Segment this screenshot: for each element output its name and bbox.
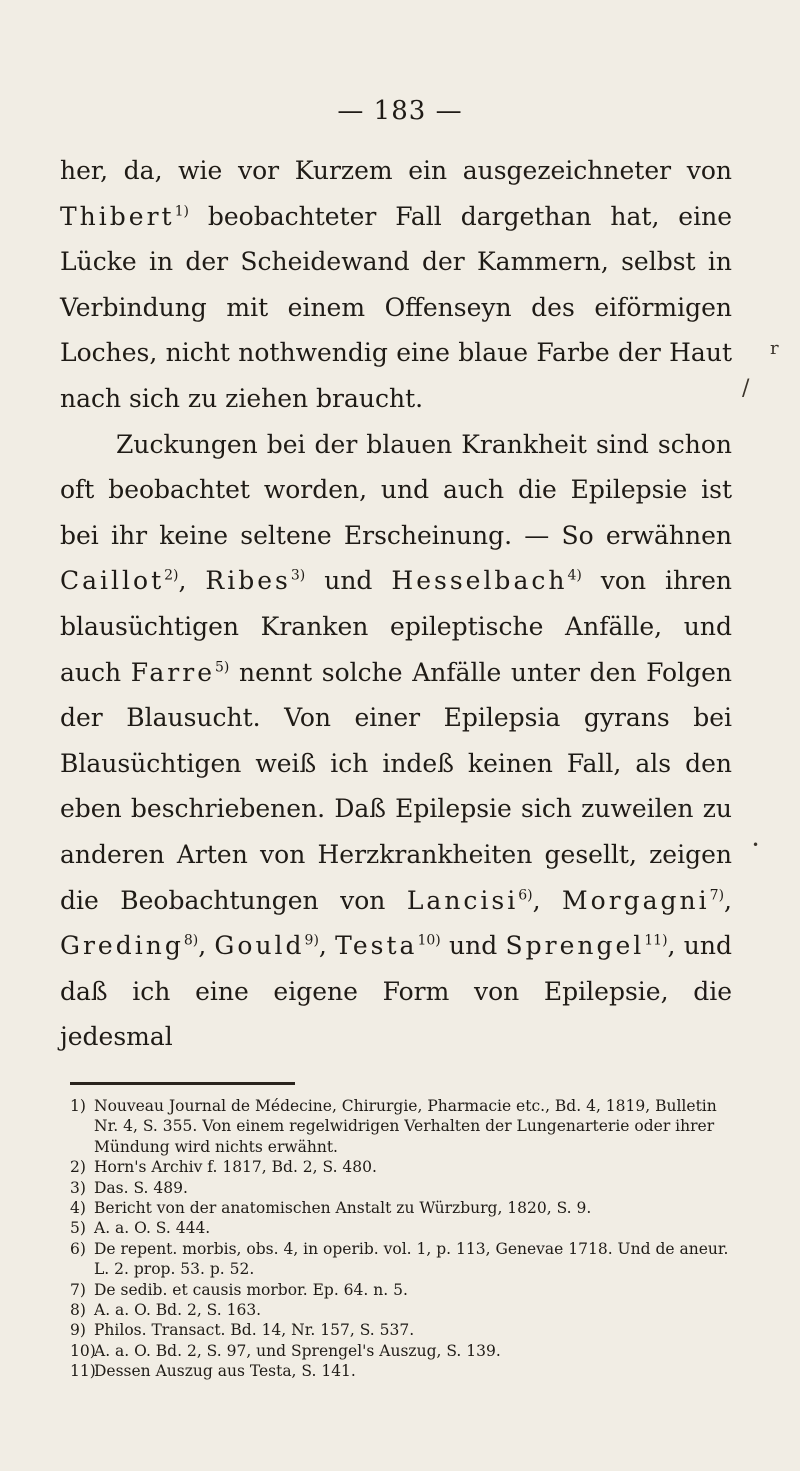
author-name: Testa bbox=[335, 931, 418, 961]
page-number: — 183 — bbox=[337, 96, 463, 126]
footnotes bbox=[70, 1096, 730, 1382]
footnote-number: 3) bbox=[70, 1178, 86, 1197]
author-name: Lancisi bbox=[406, 885, 519, 915]
footnote-number: 5) bbox=[70, 1219, 86, 1238]
footnote-reference: 8) bbox=[183, 932, 199, 949]
text-run: , bbox=[178, 566, 206, 596]
footnote-text: A. a. O. Bd. 2, S. 163. bbox=[94, 1301, 262, 1320]
author-name: Sprengel bbox=[505, 931, 645, 961]
footnote-text: Philos. Transact. Bd. 14, Nr. 157, S. 537. bbox=[94, 1321, 415, 1340]
footnote-reference: 1) bbox=[174, 203, 189, 220]
footnote bbox=[70, 1239, 730, 1280]
text-run: her, da, wie vor Kurzem ein ausgezeichneter von bbox=[60, 156, 732, 185]
footnote bbox=[70, 1361, 730, 1381]
footnote-text: De sedib. et causis morbor. Ep. 64. n. 5. bbox=[94, 1280, 408, 1299]
footnote-text: A. a. O. Bd. 2, S. 97, und Sprengel's Auszug, S. 139. bbox=[94, 1341, 501, 1360]
author-name: Gould bbox=[214, 931, 305, 961]
footnote bbox=[70, 1300, 730, 1320]
footnote-text: De repent. morbis, obs. 4, in operib. vol. 1, p. 113, Genevae 1718. Und de aneur. L. 2. prop. 53. p. 52. bbox=[94, 1239, 729, 1279]
footnote-text: A. a. O. S. 444. bbox=[94, 1219, 211, 1238]
footnote-number: 9) bbox=[70, 1321, 86, 1340]
footnote-text: Nouveau Journal de Médecine, Chirurgie, Pharmacie etc., Bd. 4, 1819, Bulletin Nr. 4, S. 355. Von einem regelwidrigen Verhalten der Lungenarterie oder ihrer Mündung wird nichts erwähnt. bbox=[94, 1097, 717, 1156]
text-run: nennt solche Anfälle unter den Folgen der Blausucht. Von einer Epilepsia gyrans bei Blausüchtigen weiß ich indeß keinen Fall, als den eben beschriebenen. Daß Epilepsie sich zuweilen zu anderen Arten von Herzkrankheiten gesellt, zeigen die Beobachtungen von bbox=[60, 657, 732, 915]
footnote-reference: 4) bbox=[567, 568, 582, 585]
author-name: Hesselbach bbox=[391, 566, 568, 596]
footnote-number: 6) bbox=[70, 1239, 86, 1258]
author-name: Morgagni bbox=[562, 885, 710, 915]
footnote-text: Dessen Auszug aus Testa, S. 141. bbox=[94, 1362, 356, 1381]
footnote-number: 4) bbox=[70, 1199, 86, 1218]
footnote-number: 2) bbox=[70, 1158, 86, 1177]
author-name: Ribes bbox=[205, 566, 291, 596]
footnote-reference: 9) bbox=[304, 932, 319, 949]
footnote-text: Bericht von der anatomischen Anstalt zu Würzburg, 1820, S. 9. bbox=[94, 1199, 592, 1218]
footnote bbox=[70, 1280, 730, 1300]
footnote bbox=[70, 1320, 730, 1340]
text-run: , bbox=[198, 931, 215, 961]
text-run: , und daß ich eine eigene Form von Epilepsie, die jedesmal bbox=[60, 931, 732, 1052]
footnote-rule bbox=[70, 1082, 295, 1085]
text-run: Zuckungen bei der blauen Krankheit sind schon oft beobachtet worden, und auch die Epilepsie ist bei ihr keine seltene Erscheinung. — So erwähnen bbox=[60, 429, 732, 550]
footnote-number: 1) bbox=[70, 1097, 86, 1115]
text-run: von ihren blausüchtigen Kranken epileptische Anfälle, und auch bbox=[60, 566, 732, 687]
footnote bbox=[70, 1198, 730, 1218]
author-name: Thibert bbox=[60, 201, 175, 231]
text-run: , bbox=[724, 885, 732, 915]
footnote bbox=[70, 1341, 730, 1361]
footnote bbox=[70, 1096, 730, 1157]
text-run: , bbox=[532, 885, 563, 915]
footnote-reference: 3) bbox=[290, 568, 306, 585]
author-name: Greding bbox=[60, 931, 184, 961]
text-run: beobachteter Fall dargethan hat, eine Lücke in der Scheidewand der Kammern, selbst in Verbindung mit einem Offenseyn des eiförmigen Loches, nicht nothwendig eine blaue Farbe der Haut nach sich zu ziehen braucht. bbox=[60, 201, 732, 413]
footnote-reference: 5) bbox=[215, 659, 230, 676]
footnote-reference: 2) bbox=[164, 568, 179, 585]
margin-mark: r bbox=[770, 338, 779, 359]
paragraph bbox=[60, 148, 732, 422]
footnote-reference: 6) bbox=[518, 887, 533, 904]
footnote bbox=[70, 1157, 730, 1177]
footnote bbox=[70, 1178, 730, 1198]
margin-mark: • bbox=[752, 838, 760, 852]
footnote-number: 7) bbox=[70, 1280, 86, 1299]
footnote-number: 11) bbox=[70, 1362, 96, 1381]
paragraph bbox=[60, 422, 732, 1060]
footnote-reference: 7) bbox=[709, 887, 725, 904]
text-run: und bbox=[305, 566, 392, 596]
footnote-number: 10) bbox=[70, 1341, 96, 1360]
footnote bbox=[70, 1218, 730, 1238]
footnote-reference: 11) bbox=[644, 932, 668, 949]
margin-mark: / bbox=[742, 376, 750, 401]
footnote-number: 8) bbox=[70, 1301, 86, 1320]
footnote-reference: 10) bbox=[417, 932, 441, 949]
author-name: Caillot bbox=[60, 566, 165, 596]
text-run: , bbox=[318, 931, 336, 961]
footnote-text: Horn's Archiv f. 1817, Bd. 2, S. 480. bbox=[94, 1158, 377, 1177]
main-text bbox=[60, 148, 732, 1060]
author-name: Farre bbox=[130, 657, 216, 687]
text-run: und bbox=[440, 931, 506, 961]
footnote-text: Das. S. 489. bbox=[94, 1178, 188, 1197]
